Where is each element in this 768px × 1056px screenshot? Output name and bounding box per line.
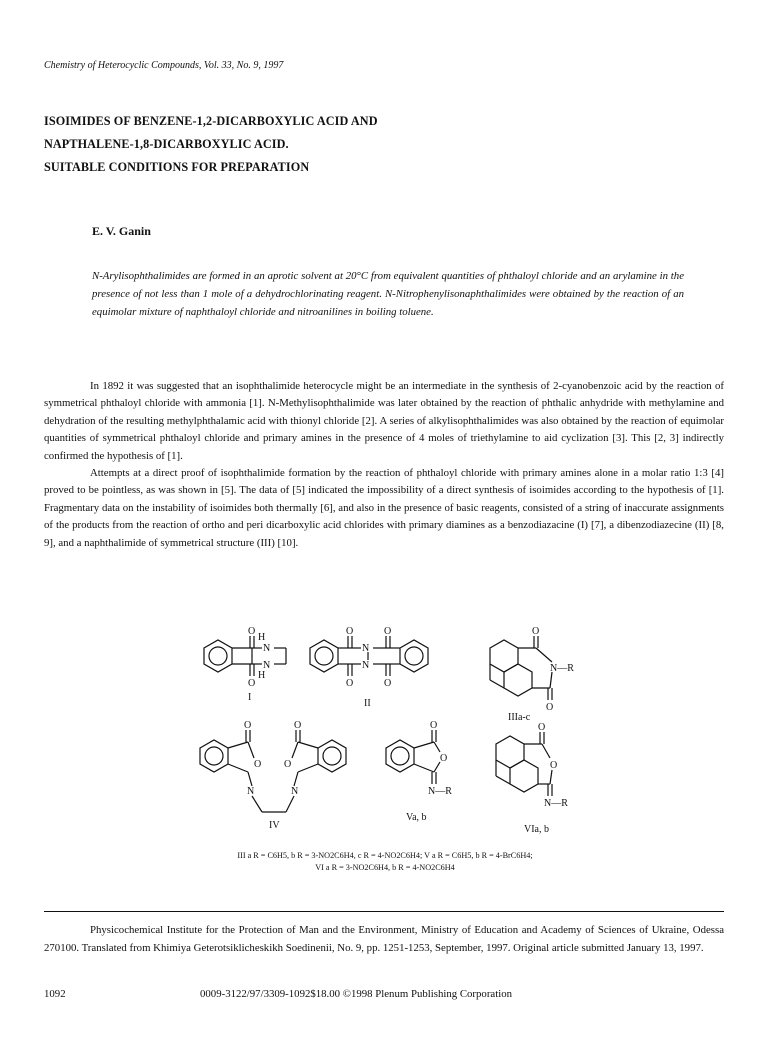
- atom-o: O: [244, 720, 252, 731]
- caption-line-1: III a R = C6H5, b R = 3-NO2C6H4, c R = 4-NO2C6H4; V a R = C6H5, b R = 4-BrC6H4;: [237, 851, 533, 860]
- label-I: I: [248, 692, 252, 703]
- title-line-3: SUITABLE CONDITIONS FOR PREPARATION: [44, 160, 310, 174]
- structure-VI: [496, 732, 552, 796]
- group-n-r: N—R: [544, 798, 568, 809]
- group-n-r: N—R: [550, 663, 574, 674]
- caption-line-2: VI a R = 3-NO2C6H4, b R = 4-NO2C6H4: [315, 862, 455, 872]
- footnote-text: Physicochemical Institute for the Protection of Man and the Environment, Ministry of Education and Academy of Sciences of Ukraine, Odessa 270100. Translated from Khimiya Geterotsiklicheskikh Soedinenii, No. 9, pp. 1251-1253, September, 1997. Original article submitted January 13, 1997.: [44, 924, 724, 955]
- atom-o: O: [248, 626, 256, 637]
- atom-o: O: [430, 720, 438, 731]
- author-name: E. V. Ganin: [92, 224, 151, 238]
- atom-o: O: [440, 753, 448, 764]
- atom-o: O: [254, 759, 262, 770]
- atom-n: N: [362, 660, 370, 671]
- atom-n: N: [263, 660, 271, 671]
- atom-o: O: [248, 678, 256, 689]
- abstract: N-Arylisophthalimides are formed in an aprotic solvent at 20°C from equivalent quantities of phthaloyl chloride and an arylamine in the presence of not less than 1 mole of a dehydrochlorinating reagent. N-Nitrophenylisonaphthalimides were obtained by the reaction of an equimolar mixture of naphthaloyl chloride and nitroanilines in boiling toluene.: [92, 270, 684, 318]
- structure-IV: [200, 730, 346, 812]
- atom-o: O: [294, 720, 302, 731]
- atom-h: H: [258, 632, 266, 643]
- paragraph-1: In 1892 it was suggested that an isophthalimide heterocycle might be an intermediate in the synthesis of 2-cyanobenzoic acid by the reaction of symmetrical phthaloyl chloride with ammonia [1]. N-Methylisophthalimide was later obtained by the reaction of phthalic anhydride with methylamine and dehydration of the resulting methylphthalamic acid with thionyl chloride [2]. A series of alkylisophthalimides was also obtained by the reaction of equimolar quantities of symmetrical phthaloyl chloride and primary amines in the presence of 4 moles of triethylamine to aid cyclization [3]. This [2, 3] indirectly confirmed the hypothesis of [1].: [44, 380, 724, 462]
- affiliation-footnote: [44, 921, 724, 957]
- atom-o: O: [384, 626, 392, 637]
- atom-n: N: [247, 786, 255, 797]
- chemical-structures-figure: [190, 626, 600, 848]
- atom-o: O: [346, 626, 354, 637]
- atom-o: O: [284, 759, 292, 770]
- title-line-1: ISOIMIDES OF BENZENE-1,2-DICARBOXYLIC ACID AND: [44, 114, 378, 128]
- atom-n: N: [362, 643, 370, 654]
- atom-h: H: [258, 670, 266, 681]
- article-title: [44, 110, 378, 179]
- structure-V: [386, 730, 440, 784]
- atom-o: O: [346, 678, 354, 689]
- label-IIIa-c: IIIa-c: [508, 712, 531, 723]
- atom-o: O: [538, 722, 546, 733]
- structure-III: [490, 636, 552, 700]
- footnote-divider: [44, 911, 724, 912]
- atom-o: O: [384, 678, 392, 689]
- label-IV: IV: [269, 820, 280, 831]
- paragraph-2: Attempts at a direct proof of isophthalimide formation by the reaction of phthaloyl chloride with primary amines alone in a molar ratio 1:3 [4] proved to be pointless, as was shown in [5]. The data of [5] indicated the impossibility of a direct synthesis of isoimides according to the hypothesis of [1]. Fragmentary data on the instability of isoimides both thermally [6], and also in the presence of basic reagents, consisted of a string of inaccurate assignments of the products from the reaction of ortho and peri dicarboxylic acid chlorides with primary diamines as a benzodiazacine (I) [7], a dibenzodiazecine (II) [8, 9], and a naphthalimide of symmetrical structure (III) [10].: [44, 467, 724, 549]
- label-VIa-b: VIa, b: [524, 824, 549, 835]
- group-n-r: N—R: [428, 786, 452, 797]
- atom-o: O: [532, 626, 540, 637]
- label-II: II: [364, 698, 371, 709]
- structures-svg: [190, 626, 600, 848]
- page-number: 1092: [44, 988, 66, 1000]
- publisher-imprint: 0009-3122/97/3309-1092$18.00 ©1998 Plenum Publishing Corporation: [200, 988, 513, 1000]
- label-Va-b: Va, b: [406, 812, 427, 823]
- title-line-2: NAPTHALENE-1,8-DICARBOXYLIC ACID.: [44, 137, 289, 151]
- structure-I: [204, 636, 286, 676]
- atom-n: N: [291, 786, 299, 797]
- body-text: [44, 378, 724, 552]
- journal-citation: Chemistry of Heterocyclic Compounds, Vol. 33, No. 9, 1997: [44, 60, 284, 71]
- atom-n: N: [263, 643, 271, 654]
- figure-caption: [150, 850, 620, 873]
- atom-o: O: [550, 760, 558, 771]
- atom-o: O: [546, 702, 554, 713]
